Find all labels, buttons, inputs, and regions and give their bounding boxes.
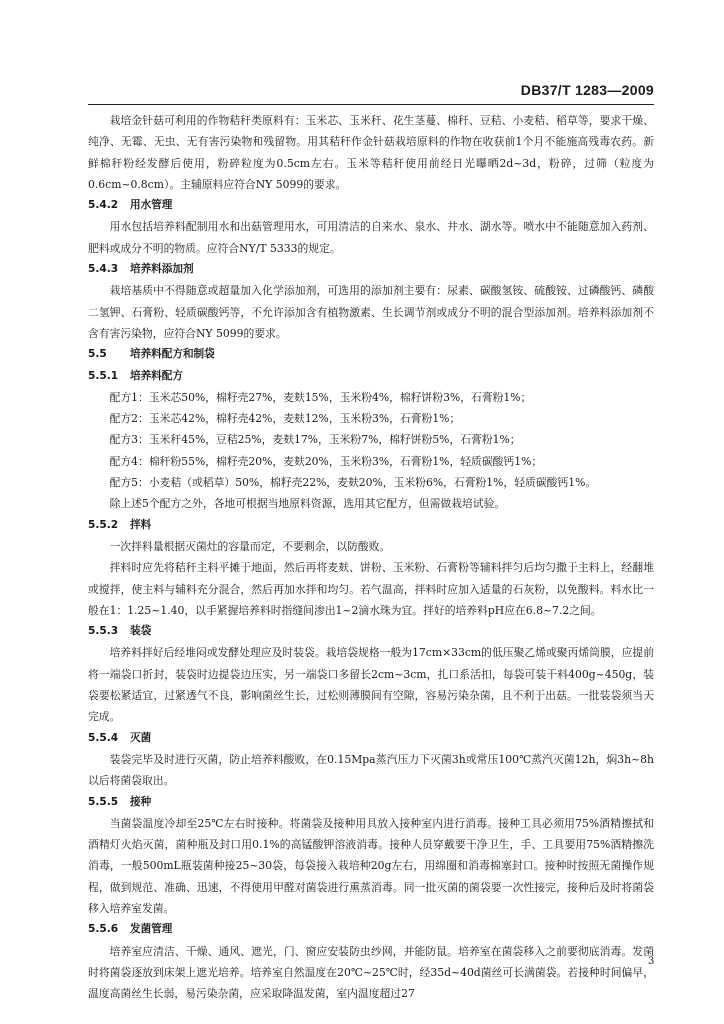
section-number: 5.5 [88,348,107,361]
page-number: 3 [648,956,655,967]
formula-2: 配方2：玉米芯42%，棉籽壳42%，麦麸12%，玉米粉3%，石膏粉1%； [109,412,461,426]
section-number: 5.4.2 [88,199,119,212]
section-title: 拌料 [130,518,152,531]
paragraph: 栽培基质中不得随意或超量加入化学添加剂，可选用的添加剂主要有：尿素、碳酸氢铵、硫酸铵、过磷酸钙、磷酸二氢钾、石膏粉、轻质碳酸钙等，不允许添加含有植物激素、生长调节剂或成分不明的混合型添加剂。培养料添加剂不含有害污染物，应符合NY 5099的要求。 [88,284,654,340]
section-heading-5-5 [88,344,654,365]
section-number: 5.5.6 [88,923,119,936]
document-body [88,110,654,1004]
paragraph: 培养室应清洁、干燥、通风、遮光，门、窗应安装防虫纱网，并能防鼠。培养室在菌袋移入之前要彻底消毒。发菌时将菌袋逐放到床架上遮光培养。培养室自然温度在20℃~25℃时，经35d~40d菌丝可长满菌袋。若接种时间偏早，温度高菌丝生长弱，易污染杂菌，应采取降温发菌，室内温度超过27 [88,944,654,1001]
paragraph: 一次拌料量根据灭菌灶的容量而定，不要剩余，以防酸败。 [109,539,391,553]
paragraph: 当菌袋温度冷却至25℃左右时接种。将菌袋及接种用具放入接种室内进行消毒。接种工具必须用75%酒精擦拭和酒精灯火焰灭菌，菌种瓶及封口用0.1%的高锰酸钾溶液消毒。接种人员穿戴要干净卫生，手、工具要用75%酒精擦洗消毒，一般500mL瓶装菌种接25~30袋，每袋接入栽培种20g左右，用绵圈和消毒棉塞封口。接种时按照无菌操作规程，做到规范、准确、迅速，不得使用甲醛对菌袋进行熏蒸消毒。同一批灭菌的菌袋要一次性接完，接种后及时将菌袋移入培养室发菌。 [88,816,654,915]
section-heading-5-4-2 [88,195,654,216]
standard-code: DB37/T 1283—2009 [520,82,654,98]
section-heading-5-5-6 [88,919,654,940]
paragraph: 栽培金针菇可利用的作物秸秆类原料有：玉米芯、玉米秆、花生茎蔓、棉秆、豆秸、小麦秸、稻草等，要求干燥、纯净、无霉、无虫、无有害污染物和残留物。用其秸秆作金针菇栽培原料的作物在收获前1个月不能施高残毒农药。新鲜棉秆粉经发酵后使用，粉碎粒度为0.5cm左右。玉米等秸秆使用前经日光曝晒2d~3d，粉碎，过筛（粒度为0.6cm~0.8cm）。主辅原料应符合NY 5099的要求。 [88,114,654,191]
section-heading-5-5-5 [88,792,654,813]
section-number: 5.5.4 [88,731,119,744]
section-title: 培养料配方和制袋 [130,348,215,361]
section-heading-5-5-4 [88,728,654,749]
section-heading-5-5-3 [88,621,654,642]
section-heading-5-4-3 [88,259,654,280]
section-title: 培养料配方 [130,369,183,382]
formula-4: 配方4：棉秆粉55%，棉籽壳20%，麦麸20%，玉米粉3%，石膏粉1%，轻质碳酸钙1%； [109,454,543,468]
formula-1: 配方1：玉米芯50%，棉籽壳27%，麦麸15%，玉米粉4%，棉籽饼粉3%，石膏粉1%； [109,390,532,404]
formula-5: 配方5：小麦秸（或稻草）50%，棉籽壳22%，麦麸20%，玉米粉6%，石膏粉1%，轻质碳酸钙1%。 [109,476,597,490]
section-title: 灭菌 [130,731,152,744]
section-title: 培养料添加剂 [130,263,194,276]
paragraph: 培养料拌好后经堆闷或发酵处理应及时装袋。栽培袋规格一般为17cm×33cm的低压聚乙烯或聚丙烯筒膜，应提前将一端袋口折封，装袋时边提袋边压实，另一端袋口多留长2cm~3cm，扎口系活扣，每袋可装干料400g~450g，装袋要松紧适宜，过紧透气不良，影响菌丝生长，过松则薄膜间有空隙，容易污染杂菌，且不利于出菇。一批装袋须当天完成。 [88,646,654,724]
formula-3: 配方3：玉米秆45%，豆秸25%，麦麸17%，玉米粉7%，棉籽饼粉5%，石膏粉1%； [109,433,521,447]
section-heading-5-5-1 [88,366,654,387]
section-title: 装袋 [130,625,152,638]
section-number: 5.5.2 [88,518,119,531]
section-number: 5.5.5 [88,795,119,808]
paragraph: 装袋完毕及时进行灭菌，防止培养料酸败，在0.15Mpa蒸汽压力下灭菌3h或常压100℃蒸汽灭菌12h，焖3h~8h以后将菌袋取出。 [88,752,654,788]
section-title: 用水管理 [130,199,173,212]
section-number: 5.4.3 [88,263,119,276]
header-rule [88,104,654,105]
section-number: 5.5.3 [88,625,119,638]
paragraph: 拌料时应先将秸秆主料平摊于地面，然后再将麦麸、饼粉、玉米粉、石膏粉等辅料拌匀后均匀撒于主料上，经翻堆或搅拌，使主料与辅料充分混合，然后再加水拌和均匀。若气温高，拌料时应加入适量的石灰粉，以免酸料。料水比一般在1：1.25~1.40，以手紧握培养料时指缝间渗出1~2滴水珠为宜。拌好的培养料pH应在6.8~7.2之间。 [88,561,654,617]
section-title: 接种 [130,795,152,808]
paragraph: 用水包括培养料配制用水和出菇管理用水，可用清洁的自来水、泉水、井水、湖水等。喷水中不能随意加入药剂、肥料或成分不明的物质。应符合NY/T 5333的规定。 [88,220,654,255]
formula-note: 除上述5个配方之外，各地可根据当地原料资源，选用其它配方，但需做栽培试验。 [109,497,506,511]
section-heading-5-5-2 [88,515,654,536]
section-title: 发菌管理 [130,923,173,936]
section-number: 5.5.1 [88,369,119,382]
